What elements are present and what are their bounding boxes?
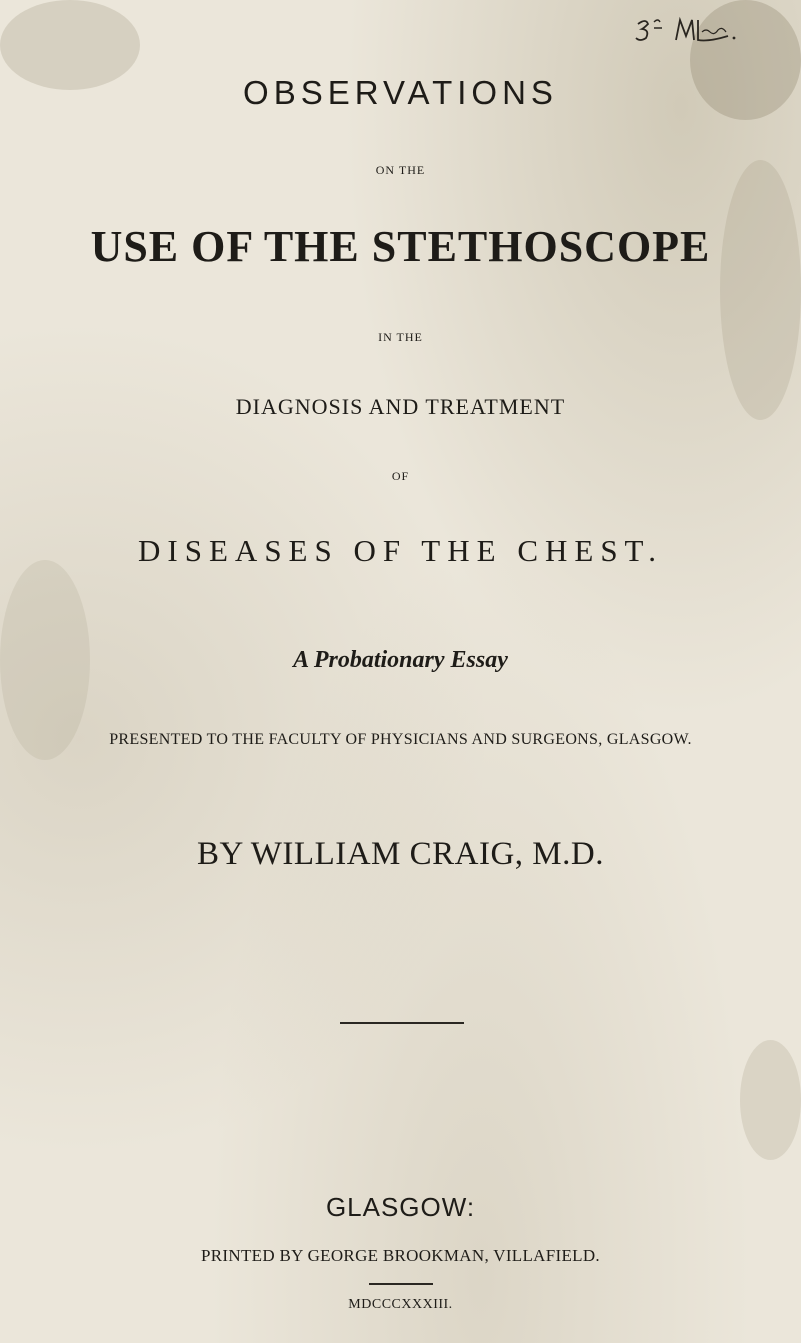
imprint-printer: PRINTED BY GEORGE BROOKMAN, VILLAFIELD. [201, 1246, 600, 1265]
handwritten-annotation [632, 14, 742, 48]
subtitle-essay: A Probationary Essay [293, 647, 508, 673]
separator-rule [340, 1022, 464, 1024]
title-of: OF [391, 469, 410, 483]
title-in-the: IN THE [378, 330, 423, 344]
imprint-rule [369, 1283, 433, 1285]
title-main: USE OF THE STETHOSCOPE [90, 222, 711, 271]
title-diseases: DISEASES OF THE CHEST. [138, 533, 663, 568]
author-byline: BY WILLIAM CRAIG, M.D. [197, 836, 604, 872]
presented-line: PRESENTED TO THE FACULTY OF PHYSICIANS AND SURGEONS, GLASGOW. [109, 731, 692, 748]
title-observations: OBSERVATIONS [243, 74, 558, 111]
paper-stain [740, 1040, 801, 1160]
title-on-the: ON THE [375, 163, 426, 177]
paper-stain [720, 160, 801, 420]
imprint-city: GLASGOW: [325, 1192, 476, 1222]
imprint-year: MDCCCXXXIII. [348, 1297, 453, 1312]
title-diagnosis: DIAGNOSIS AND TREATMENT [235, 394, 566, 419]
